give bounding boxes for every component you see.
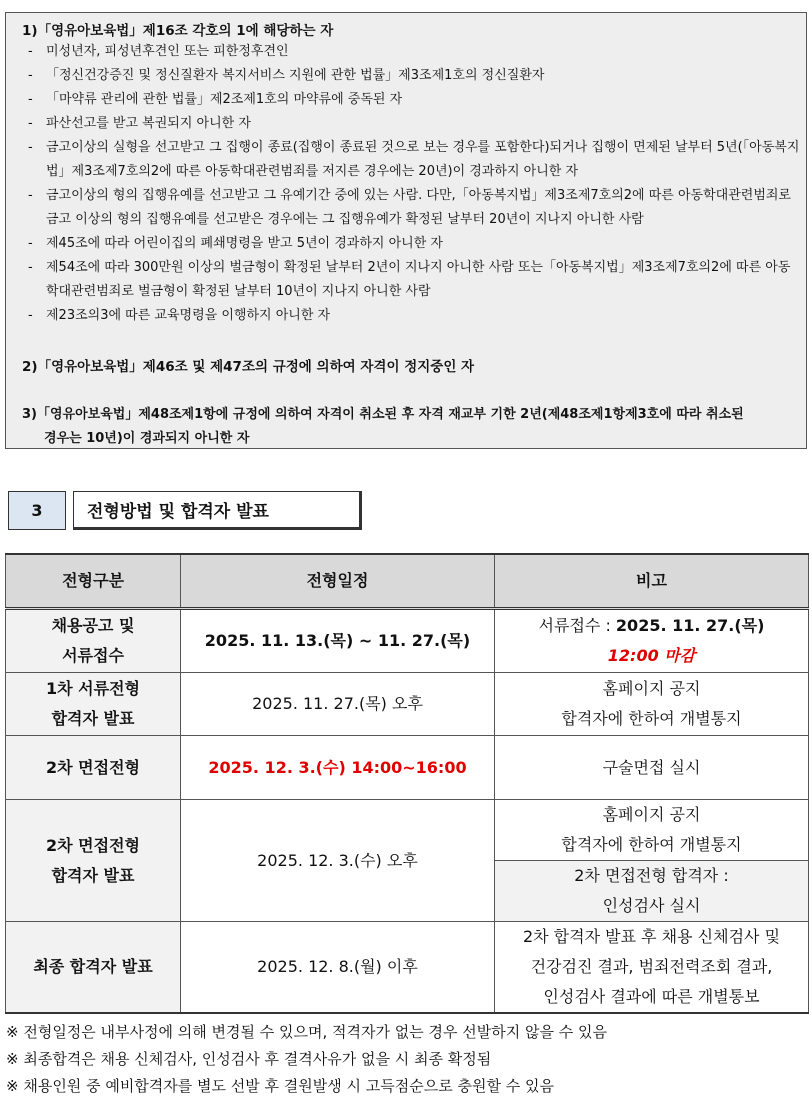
stage-cell: 1차 서류전형 합격자 발표 xyxy=(6,673,181,736)
schedule-table xyxy=(5,553,809,1014)
list-item: - 제23조의3에 따른 교육명령을 이행하지 아니한 자 xyxy=(28,308,331,323)
note-item: ※ 전형일정은 내부사정에 의해 변경될 수 있으며, 적격자가 없는 경우 선발하지 않을 수 있음 xyxy=(6,1023,607,1041)
list-item: - 제45조에 따라 어린이집의 폐쇄명령을 받고 5년이 경과하지 아니한 자 xyxy=(28,236,443,251)
list-item: - 금고이상의 실형을 선고받고 그 집행이 종료(집행이 종료된 것으로 보는 경우를 포함한다)되거나 집행이 면제된 날부터 5년(「아동복지법」제3조제7호의2에 따른 아동학대관련범죄를 저지른 경우에는 20년)이 경과하지 아니한 자 xyxy=(28,140,800,179)
column-header-schedule: 전형일정 xyxy=(181,554,495,609)
notes xyxy=(6,1019,607,1100)
table-row xyxy=(6,800,809,861)
note-item: ※ 최종합격은 채용 신체검사, 인성검사 후 결격사유가 없을 시 최종 확정됨 xyxy=(6,1050,492,1068)
table-header-row xyxy=(6,554,809,609)
disqualification-heading-3-continued: 경우는 10년)이 경과되지 아니한 자 xyxy=(44,431,250,446)
schedule-cell: 2025. 11. 13.(목) ~ 11. 27.(목) xyxy=(181,609,495,673)
section-number: 3 xyxy=(8,491,66,530)
list-item: - 제54조에 따라 300만원 이상의 벌금형이 확정된 날부터 2년이 지나지 아니한 사람 또는「아동복지법」제3조제7호의2에 따른 아동학대관련범죄로 벌금형이 확정된 날부터 10년이 지나지 아니한 사람 xyxy=(28,260,791,299)
table-row xyxy=(6,922,809,1014)
schedule-cell: 2025. 11. 27.(목) 오후 xyxy=(181,673,495,736)
table-row xyxy=(6,609,809,673)
deadline-text: 12:00 마감 xyxy=(607,646,696,665)
remarks-cell: 구술면접 실시 xyxy=(495,736,809,800)
stage-cell: 최종 합격자 발표 xyxy=(6,922,181,1014)
list-item: - 금고이상의 형의 집행유예를 선고받고 그 유예기간 중에 있는 사람. 다만,「아동복지법」제3조제7호의2에 따른 아동학대관련범죄로 금고 이상의 형의 집행유예를 선고받은 경우에는 그 집행유예가 확정된 날부터 20년이 지나지 아니한 사람 xyxy=(28,188,791,227)
list-item: - 「마약류 관리에 관한 법률」제2조제1호의 마약류에 중독된 자 xyxy=(28,92,403,107)
list-item: - 미성년자, 피성년후견인 또는 피한정후견인 xyxy=(28,44,289,59)
disqualification-box xyxy=(5,12,807,449)
note-item: ※ 채용인원 중 예비합격자를 별도 선발 후 결원발생 시 고득점순으로 충원할 수 있음 xyxy=(6,1077,554,1095)
disqualification-heading-2: 2)「영유아보육법」제46조 및 제47조의 규정에 의하여 자격이 정지중인 자 xyxy=(22,359,475,375)
remarks-cell: 서류접수 : 2025. 11. 27.(목) 12:00 마감 xyxy=(495,609,809,673)
remarks-cell: 홈페이지 공지 합격자에 한하여 개별통지 xyxy=(495,673,809,736)
column-header-stage: 전형구분 xyxy=(6,554,181,609)
remarks-cell: 2차 합격자 발표 후 채용 신체검사 및 건강검진 결과, 범죄전력조회 결과, 인성검사 결과에 따른 개별통보 xyxy=(495,922,809,1014)
list-item: - 「정신건강증진 및 정신질환자 복지서비스 지원에 관한 법률」제3조제1호의 정신질환자 xyxy=(28,68,545,83)
list-item: - 파산선고를 받고 복권되지 아니한 자 xyxy=(28,116,251,131)
remarks-cell: 홈페이지 공지 합격자에 한하여 개별통지 xyxy=(495,800,809,861)
remarks-cell: 2차 면접전형 합격자 : 인성검사 실시 xyxy=(495,861,809,922)
disqualification-heading-1: 1)「영유아보육법」제16조 각호의 1에 해당하는 자 xyxy=(22,23,334,39)
stage-cell: 채용공고 및 서류접수 xyxy=(6,609,181,673)
schedule-cell: 2025. 12. 3.(수) 14:00~16:00 xyxy=(181,736,495,800)
table-row xyxy=(6,736,809,800)
column-header-remarks: 비고 xyxy=(495,554,809,609)
stage-cell: 2차 면접전형 xyxy=(6,736,181,800)
table-row xyxy=(6,673,809,736)
schedule-cell: 2025. 12. 8.(월) 이후 xyxy=(181,922,495,1014)
stage-cell: 2차 면접전형 합격자 발표 xyxy=(6,800,181,922)
schedule-cell: 2025. 12. 3.(수) 오후 xyxy=(181,800,495,922)
disqualification-heading-3: 3)「영유아보육법」제48조제1항에 규정에 의하여 자격이 취소된 후 자격 재교부 기한 2년(제48조제1항제3호에 따라 취소된 xyxy=(22,407,744,422)
section-title: 전형방법 및 합격자 발표 xyxy=(73,491,362,530)
